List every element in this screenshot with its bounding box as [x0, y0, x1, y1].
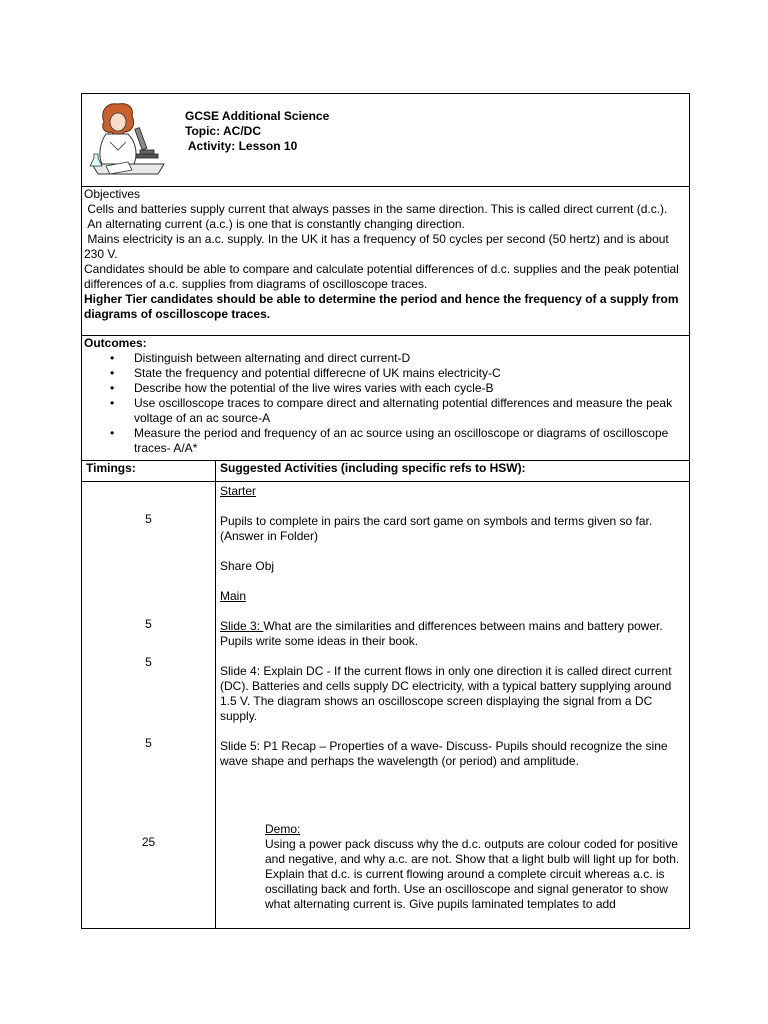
- starter-heading: Starter: [220, 484, 257, 498]
- main-heading: Main: [220, 589, 247, 603]
- outcomes-list: [84, 351, 687, 456]
- outcomes-row: [82, 336, 690, 461]
- demo-text: Using a power pack discuss why the d.c. outputs are colour coded for positive and negative, and why a.c. are not. Show that a light bulb will light up for both.: [265, 837, 680, 866]
- slide4-text: Slide 4: Explain DC - If the current flows in only one direction it is called direct current (DC). Batteries and cells supply DC electricity, with a typical battery supplying around 1.5 V. The diagram shows an oscilloscope screen displaying the signal from a DC supply.: [220, 664, 672, 723]
- objective-line: An alternating current (a.c.) is one that is constantly changing direction.: [84, 217, 465, 231]
- objectives-row: [82, 187, 690, 336]
- outcome-item: • Distinguish between alternating and direct current-D: [102, 351, 687, 366]
- timings-cell: [82, 482, 216, 929]
- timing-value: 5: [145, 736, 152, 750]
- activities-header: Suggested Activities (including specific refs to HSW):: [216, 461, 690, 482]
- table-header-row: [82, 461, 690, 482]
- activity-title: Activity: Lesson 10: [185, 139, 298, 153]
- scientist-clipart-icon: [88, 98, 166, 178]
- share-obj-text: Share Obj: [220, 559, 275, 573]
- activities-cell: [216, 482, 690, 929]
- demo-text: Explain that d.c. is current flowing around a complete circuit whereas a.c. is oscillating back and forth. Use an oscilloscope and signal generator to show what alternating current is. Give pupils laminated templates to add: [265, 867, 668, 911]
- outcome-item: • Use oscilloscope traces to compare direct and alternating potential differences and measure the peak voltage of an ac source-A: [102, 396, 687, 426]
- lesson-plan-table: [81, 93, 690, 929]
- objectives-label: Objectives: [84, 187, 141, 201]
- objective-line: Candidates should be able to compare and calculate potential differences of d.c. supplies and the peak potential differences of a.c. supplies from diagrams of oscilloscope traces.: [84, 262, 679, 291]
- demo-heading: Demo:: [265, 822, 301, 836]
- slide3-body: What are the similarities and differences between mains and battery power. Pupils write some ideas in their book.: [220, 619, 663, 648]
- outcomes-cell: [82, 336, 690, 461]
- timing-value: 5: [145, 617, 152, 631]
- course-title: GCSE Additional Science: [185, 109, 330, 123]
- timings-header: Timings:: [82, 461, 216, 482]
- outcome-item: • State the frequency and potential differecne of UK mains electricity-C: [102, 366, 687, 381]
- outcomes-label: Outcomes:: [84, 336, 147, 350]
- objective-line: Cells and batteries supply current that always passes in the same direction. This is called direct current (d.c.).: [84, 202, 668, 216]
- topic-title: Topic: AC/DC: [185, 124, 261, 138]
- timing-value: 5: [145, 655, 152, 669]
- objectives-cell: [82, 187, 690, 336]
- objective-line: Mains electricity is an a.c. supply. In the UK it has a frequency of 50 cycles per second (50 hertz) and is about 230 V.: [84, 232, 673, 261]
- slide3-text: [220, 619, 685, 649]
- activities-row: [82, 482, 690, 929]
- lesson-plan-document: [81, 93, 690, 929]
- slide5-text: Slide 5: P1 Recap – Properties of a wave- Discuss- Pupils should recognize the sine wave shape and perhaps the wavelength (or period) and amplitude.: [220, 739, 668, 768]
- header-row: [82, 94, 690, 187]
- header-cell: [82, 94, 690, 187]
- timing-value: 5: [145, 512, 152, 526]
- higher-tier-note: Higher Tier candidates should be able to determine the period and hence the frequency of a supply from diagrams of oscilloscope traces.: [84, 292, 679, 321]
- outcome-item: • Measure the period and frequency of an ac source using an oscilloscope or diagrams of oscilloscope traces- A/A*: [102, 426, 687, 456]
- outcome-item: • Describe how the potential of the live wires varies with each cycle-B: [102, 381, 687, 396]
- slide3-label: Slide 3:: [220, 619, 264, 633]
- starter-text: Pupils to complete in pairs the card sort game on symbols and terms given so far. (Answer in Folder): [220, 514, 653, 543]
- timing-value: 25: [141, 835, 156, 849]
